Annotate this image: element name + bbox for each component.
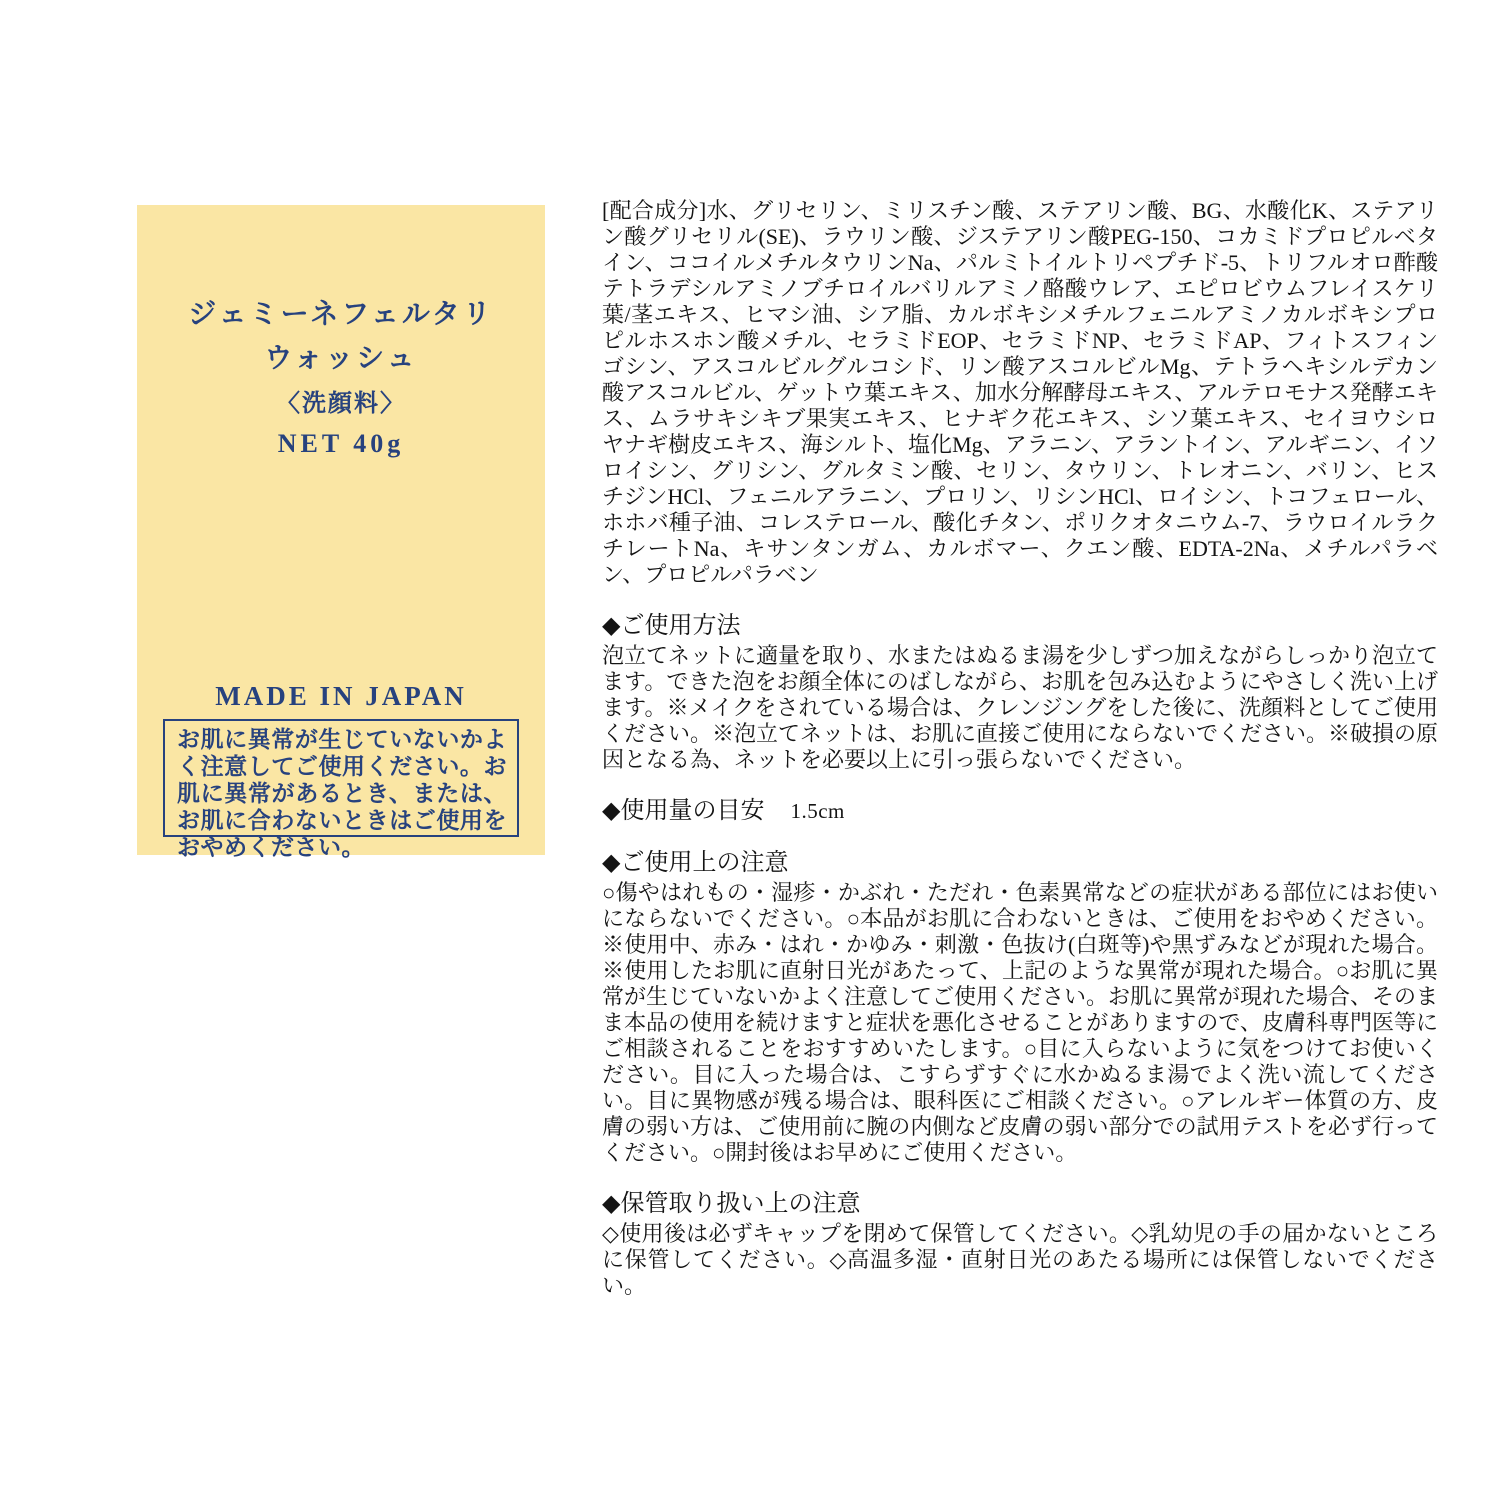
precautions-heading: ◆ご使用上の注意 xyxy=(602,850,789,876)
precautions-text: ○傷やはれもの・湿疹・かぶれ・ただれ・色素異常などの症状がある部位にはお使いにならないでください。○本品がお肌に合わないときは、ご使用をおやめください。※使用中、赤み・はれ・かゆみ・刺激・色抜け(白斑等)や黒ずみなどが現れた場合。※使用したお肌に直射日光があたって、上記のような異常が現れた場合。○お肌に異常が生じていないかよく注意してご使用ください。お肌に異常が現れた場合、そのまま本品の使用を続けますと症状を悪化させることがありますので、皮膚科専門医等にご相談されることをおすすめいたします。○目に入らないように気をつけてお使いください。目に入った場合は、こすらずすぐに水かぬるま湯でよく洗い流してください。目に異物感が残る場合は、眼科医にご相談ください。○アレルギー体質の方、皮膚の弱い方は、ご使用前に腕の内側など皮膚の弱い部分での試用テストを必ず行ってください。○開封後はお早めにご使用ください。 xyxy=(602,880,1439,1165)
made-in-japan: MADE IN JAPAN xyxy=(215,681,467,711)
usage-heading: ◆ご使用方法 xyxy=(602,613,741,639)
product-name-line2: ウォッシュ xyxy=(264,343,418,374)
product-name xyxy=(137,293,545,381)
product-category: 〈洗顔料〉 xyxy=(276,391,406,417)
amount-value: 1.5cm xyxy=(790,799,845,823)
usage-text: 泡立てネットに適量を取り、水またはぬるま湯を少しずつ加えながらしっかり泡立てます。できた泡をお顔全体にのばしながら、お肌を包み込むようにやさしく洗い上げます。※メイクをされている場合は、クレンジングをした後に、洗顔料としてご使用ください。※泡立てネットは、お肌に直接ご使用にならないでください。※破損の原因となる為、ネットを必要以上に引っ張らないでください。 xyxy=(602,643,1439,772)
caution-box xyxy=(163,719,519,860)
caution-text: お肌に異常が生じていないかよく注意してご使用ください。お肌に異常があるとき、または、お肌に合わないときはご使用をおやめください。 xyxy=(177,727,507,860)
storage-text: ◇使用後は必ずキャップを閉めて保管してください。◇乳幼児の手の届かないところに保管してください。◇高温多湿・直射日光のあたる場所には保管しないでください。 xyxy=(602,1221,1438,1298)
amount-line xyxy=(602,797,1438,825)
product-name-line1: ジェミーネフェルタリ xyxy=(188,299,494,330)
info-column xyxy=(602,198,1438,1299)
front-label xyxy=(137,205,545,860)
net-weight: NET 40g xyxy=(277,429,405,458)
storage-heading: ◆保管取り扱い上の注意 xyxy=(602,1191,861,1217)
amount-heading: ◆使用量の目安 xyxy=(602,798,765,824)
ingredients-text: [配合成分]水、グリセリン、ミリスチン酸、ステアリン酸、BG、水酸化K、ステアリン酸グリセリル(SE)、ラウリン酸、ジステアリン酸PEG-150、コカミドプロピルベタイン、ココイルメチルタウリンNa、パルミトイルトリペプチド-5、トリフルオロ酢酸テトラデシルアミノブチロイルバリルアミノ酪酸ウレア、エピロビウムフレイスケリ葉/茎エキス、ヒマシ油、シア脂、カルボキシメチルフェニルアミノカルボキシプロピルホスホン酸メチル、セラミドEOP、セラミドNP、セラミドAP、フィトスフィンゴシン、アスコルビルグルコシド、リン酸アスコルビルMg、テトラヘキシルデカン酸アスコルビル、ゲットウ葉エキス、加水分解酵母エキス、アルテロモナス発酵エキス、ムラサキシキブ果実エキス、ヒナギク花エキス、シソ葉エキス、セイヨウシロヤナギ樹皮エキス、海シルト、塩化Mg、アラニン、アラントイン、アルギニン、イソロイシン、グリシン、グルタミン酸、セリン、タウリン、トレオニン、バリン、ヒスチジンHCl、フェニルアラニン、プロリン、リシンHCl、ロイシン、トコフェロール、ホホバ種子油、コレステロール、酸化チタン、ポリクオタニウム-7、ラウロイルラクチレートNa、キサンタンガム、カルボマー、クエン酸、EDTA-2Na、メチルパラベン、プロピルパラベン xyxy=(602,198,1438,587)
